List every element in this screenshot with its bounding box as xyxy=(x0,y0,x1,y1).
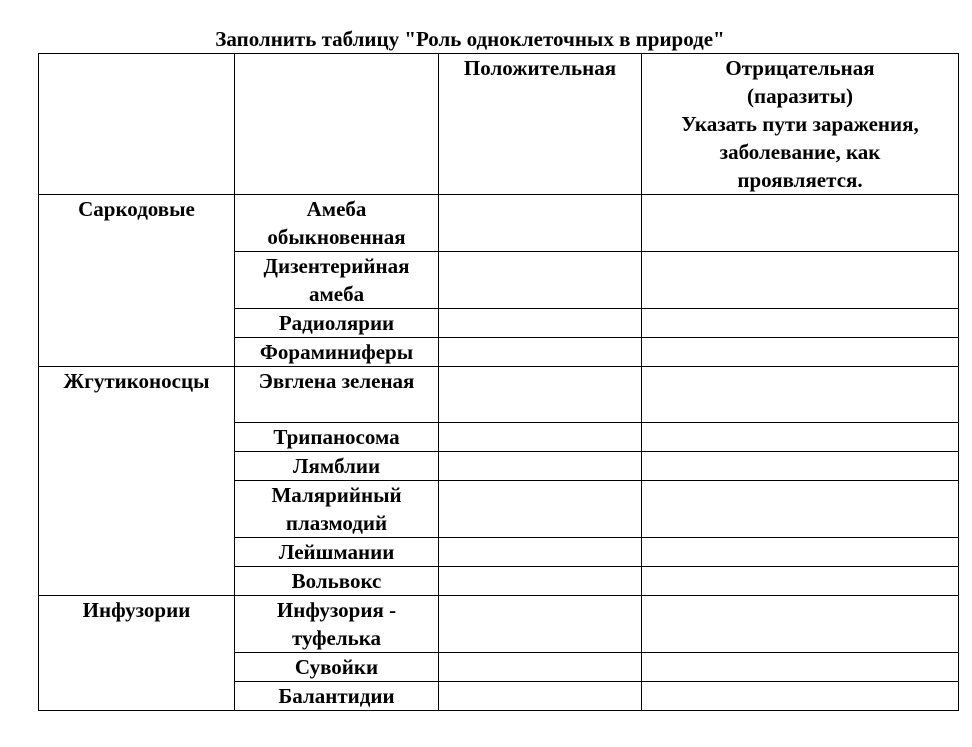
page-title: Заполнить таблицу "Роль одноклеточных в природе" xyxy=(215,27,725,51)
group-label-flagellates xyxy=(39,367,235,596)
positive-cell[interactable] xyxy=(439,195,642,252)
negative-cell[interactable] xyxy=(642,252,959,309)
organism-name: Сувойки xyxy=(294,655,379,679)
organism-name: Дизентерийная амеба xyxy=(263,254,410,306)
organism-name: Инфузория - туфелька xyxy=(276,598,397,650)
organism-cell xyxy=(235,481,439,538)
positive-cell[interactable] xyxy=(439,309,642,338)
organism-cell xyxy=(235,682,439,711)
negative-cell[interactable] xyxy=(642,682,959,711)
group-label-ciliates xyxy=(39,596,235,711)
organism-name: Вольвокс xyxy=(291,569,382,593)
header-cell-blank-1 xyxy=(39,54,235,195)
positive-cell[interactable] xyxy=(439,252,642,309)
group-name: Жгутиконосцы xyxy=(63,369,210,393)
positive-cell[interactable] xyxy=(439,481,642,538)
negative-cell[interactable] xyxy=(642,653,959,682)
negative-cell[interactable] xyxy=(642,596,959,653)
negative-cell[interactable] xyxy=(642,538,959,567)
negative-cell[interactable] xyxy=(642,195,959,252)
organism-name: Малярийный плазмодий xyxy=(271,483,402,535)
organism-cell xyxy=(235,195,439,252)
group-name: Саркодовые xyxy=(78,197,195,221)
positive-cell[interactable] xyxy=(439,596,642,653)
header-row xyxy=(39,54,959,195)
negative-cell[interactable] xyxy=(642,423,959,452)
protozoa-role-table xyxy=(38,53,959,711)
header-negative-line-5: проявляется. xyxy=(737,168,863,192)
table-row xyxy=(39,367,959,423)
table-row xyxy=(39,195,959,252)
positive-cell[interactable] xyxy=(439,538,642,567)
organism-cell xyxy=(235,423,439,452)
negative-cell[interactable] xyxy=(642,338,959,367)
positive-cell[interactable] xyxy=(439,567,642,596)
group-label-sarcodina xyxy=(39,195,235,367)
organism-name: Амеба обыкновенная xyxy=(267,197,406,249)
header-positive-label: Положительная xyxy=(463,56,617,80)
table-row xyxy=(39,596,959,653)
header-negative-line-2: (паразиты) xyxy=(746,84,853,108)
header-negative-line-4: заболевание, как xyxy=(719,140,881,164)
header-positive xyxy=(439,54,642,195)
organism-cell xyxy=(235,538,439,567)
organism-name: Трипаносома xyxy=(273,425,400,449)
negative-cell[interactable] xyxy=(642,367,959,423)
organism-name: Лямблии xyxy=(292,454,381,478)
organism-name: Балантидии xyxy=(278,684,395,708)
organism-cell xyxy=(235,338,439,367)
positive-cell[interactable] xyxy=(439,653,642,682)
organism-cell xyxy=(235,252,439,309)
organism-name: Фораминиферы xyxy=(259,340,414,364)
negative-cell[interactable] xyxy=(642,452,959,481)
positive-cell[interactable] xyxy=(439,452,642,481)
organism-name: Радиолярии xyxy=(278,311,395,335)
positive-cell[interactable] xyxy=(439,338,642,367)
positive-cell[interactable] xyxy=(439,367,642,423)
organism-cell xyxy=(235,596,439,653)
organism-cell xyxy=(235,567,439,596)
organism-cell xyxy=(235,309,439,338)
negative-cell[interactable] xyxy=(642,309,959,338)
group-name: Инфузории xyxy=(82,598,191,622)
organism-name: Лейшмании xyxy=(278,540,395,564)
negative-cell[interactable] xyxy=(642,567,959,596)
header-negative xyxy=(642,54,959,195)
organism-name: Эвглена зеленая xyxy=(258,369,415,393)
header-negative-line-1: Отрицательная xyxy=(725,56,875,80)
organism-cell xyxy=(235,452,439,481)
header-cell-blank-2 xyxy=(235,54,439,195)
organism-cell xyxy=(235,367,439,423)
positive-cell[interactable] xyxy=(439,682,642,711)
header-negative-line-3: Указать пути заражения, xyxy=(681,112,919,136)
positive-cell[interactable] xyxy=(439,423,642,452)
negative-cell[interactable] xyxy=(642,481,959,538)
organism-cell xyxy=(235,653,439,682)
